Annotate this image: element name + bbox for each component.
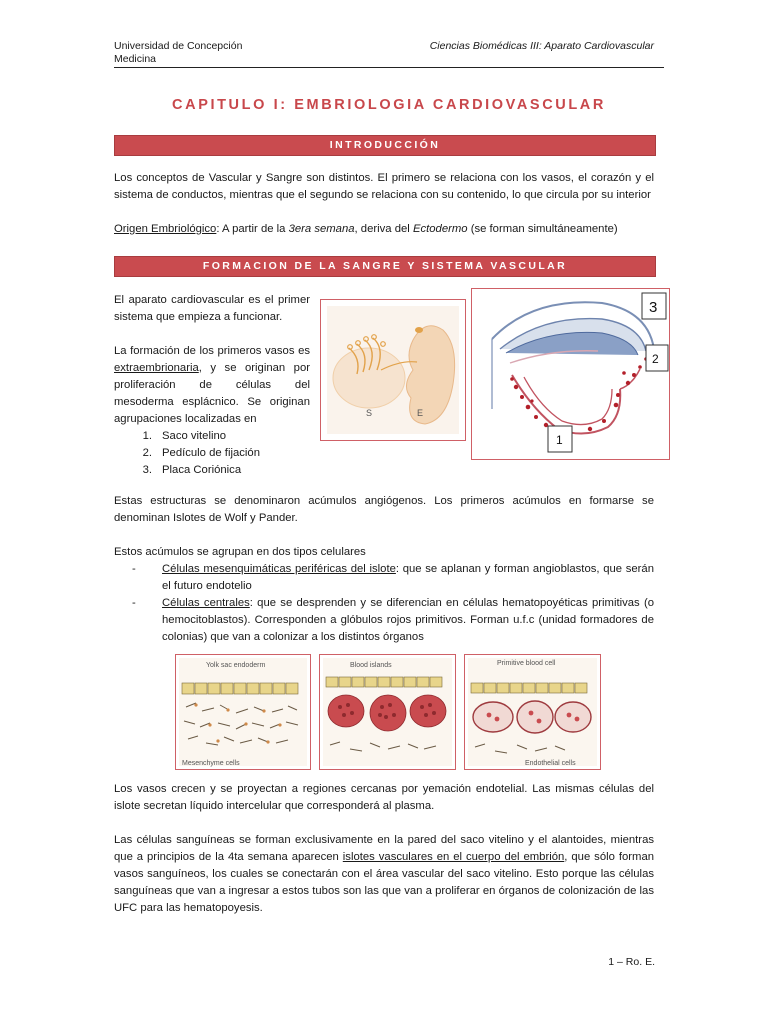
- list-number: 3.: [142, 464, 152, 476]
- histo-3-top-label: Primitive blood cell: [497, 660, 556, 667]
- university-name: Universidad de Concepción: [114, 40, 243, 52]
- blood-paragraph-6: [114, 832, 654, 917]
- faculty-name: Medicina: [114, 53, 157, 65]
- blood-paragraph-2: [114, 343, 310, 428]
- dash-item: [114, 595, 654, 646]
- list-number: 2.: [142, 447, 152, 459]
- histo-2-top-label: Blood islands: [350, 662, 392, 669]
- histo-3-bottom-label: Endothelial cells: [525, 760, 576, 767]
- p2-text: La formación de los primeros vasos es: [114, 345, 310, 357]
- dash-item: [114, 561, 654, 595]
- embryo-figure: [320, 299, 466, 441]
- list-item: [114, 462, 310, 479]
- list-item: [114, 428, 310, 445]
- histology-figure-2: [319, 654, 456, 770]
- p2-underlined: extraembrionaria: [114, 362, 199, 374]
- header-left: [114, 40, 242, 66]
- embryo-label-e: E: [417, 408, 424, 418]
- blood-paragraph-5: Los vasos crecen y se proyectan a regiones cercanas por yemación endotelial. Las mismas células del islote secretan líquido intercelular que corresponderá al plasma.: [114, 783, 654, 812]
- embryo-label-s: S: [366, 408, 373, 418]
- dash-marker: -: [132, 563, 136, 575]
- p6-text: , que sólo forman vasos sanguíneos, los cuales se conectarán con el área vascular del saco vitelino. Esto porque las células sanguíneas que van a ingresar a estos tubos son las que van a proliferar en órganos de colonización de las UFC para las hematopoyesis.: [114, 851, 655, 914]
- origin-text: (se forman simultáneamente): [467, 223, 618, 235]
- course-name: Ciencias Biomédicas III: Aparato Cardiovascular: [429, 40, 654, 52]
- histo-1-bottom-label: Mesenchyme cells: [182, 760, 240, 767]
- embryo-section-figure: [471, 288, 670, 460]
- cell-types-intro: Estos acúmulos se agrupan en dos tipos celulares: [114, 546, 366, 558]
- blood-paragraph-1: El aparato cardiovascular es el primer sistema que empieza a funcionar.: [114, 294, 310, 323]
- histology-figure-1: [175, 654, 311, 770]
- section-heading-intro: INTRODUCCIÓN: [114, 135, 656, 156]
- p2-text: , y se originan por proliferación de células del mesoderma esplácnico. Se originan agrupaciones localizadas en: [114, 362, 310, 425]
- blood-paragraph-4: [114, 544, 654, 646]
- histology-figure-3: [464, 654, 601, 770]
- list-text: Saco vitelino: [162, 430, 227, 442]
- origin-label: Origen Embriológico: [114, 223, 217, 235]
- histology-illustration-1: [176, 655, 310, 769]
- embryo-illustration: [321, 300, 465, 440]
- origin-text: , deriva del: [354, 223, 413, 235]
- origin-paragraph: [114, 221, 654, 238]
- origin-list: [114, 428, 310, 479]
- section-label-1: 1: [556, 433, 563, 447]
- chapter-title: CAPITULO I: EMBRIOLOGIA CARDIOVASCULAR: [172, 97, 606, 113]
- origin-week: 3era semana: [288, 223, 355, 235]
- dash-text: [154, 595, 654, 646]
- histology-illustration-3: [465, 655, 600, 769]
- histology-illustration-2: [320, 655, 455, 769]
- intro-paragraph: Los conceptos de Vascular y Sangre son distintos. El primero se relaciona con los vasos, el corazón y el sistema de conductos, mientras que el segundo se relaciona con su contenido, lo que circula por su interior: [114, 172, 654, 201]
- blood-paragraph-3: Estas estructuras se denominaron acúmulos angiógenos. Los primeros acúmulos en formarse se denominan Islotes de Wolf y Pander.: [114, 495, 654, 524]
- p6-text: Las células sanguíneas se forman exclusivamente en la pared del saco vitelino y el alantoides, mientras que a principios de la 4ta semana aparecen: [114, 834, 654, 863]
- list-text: Placa Coriónica: [162, 464, 242, 476]
- section-heading-blood: FORMACION DE LA SANGRE Y SISTEMA VASCULAR: [114, 256, 656, 277]
- dash-label: Células centrales: [162, 597, 250, 609]
- origin-germ: Ectodermo: [412, 223, 468, 235]
- dash-body: : que se desprenden y se diferencian en células hematopoyéticas primitivas (o hemocitoblastos). Corresponden a glóbulos rojos primitivos. Forman u.f.c (unidad formadores de colonias) que van a colonizar a los distintos órganos: [162, 597, 654, 643]
- dash-label: Células mesenquimáticas periféricas del islote: [162, 563, 396, 575]
- section-label-3: 3: [649, 299, 658, 316]
- blood-left-column: [114, 292, 310, 479]
- list-text: Pedículo de fijación: [162, 447, 260, 459]
- dash-text: [154, 561, 654, 595]
- list-number: 1.: [142, 430, 152, 442]
- histo-1-top-label: Yolk sac endoderm: [206, 662, 266, 669]
- section-label-2: 2: [652, 352, 659, 366]
- p6-underlined: islotes vasculares en el cuerpo del embrión: [342, 851, 565, 863]
- embryo-section-illustration: [472, 289, 669, 459]
- page-footer: 1 – Ro. E.: [608, 956, 655, 968]
- dash-marker: -: [132, 597, 136, 609]
- dash-body: : que se aplanan y forman angioblastos, que serán el futuro endotelio: [162, 563, 654, 592]
- list-item: [114, 445, 310, 462]
- origin-text: : A partir de la: [216, 223, 289, 235]
- header-divider: [114, 67, 664, 68]
